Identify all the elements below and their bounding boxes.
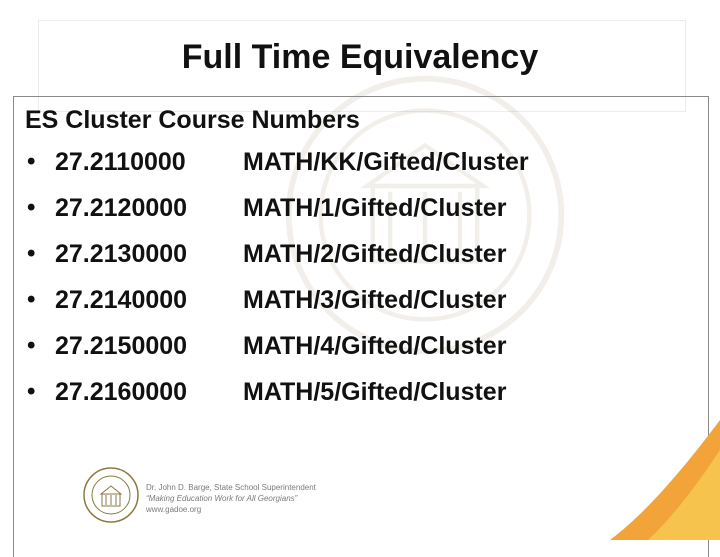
course-name: MATH/KK/Gifted/Cluster [243,148,529,176]
list-item [0,148,720,194]
bullet-icon: • [27,378,36,405]
course-number: 27.2140000 [55,286,188,314]
course-number: 27.2110000 [55,148,186,176]
course-number: 27.2160000 [55,378,188,406]
course-list [0,148,720,424]
department-seal-icon [82,465,140,525]
bullet-icon: • [27,286,36,313]
slogan: “Making Education Work for All Georgians” [146,494,298,503]
section-subheading: ES Cluster Course Numbers [25,106,360,134]
course-number: 27.2150000 [55,332,188,360]
list-item [0,240,720,286]
course-number: 27.2130000 [55,240,188,268]
list-item [0,378,720,424]
course-name: MATH/2/Gifted/Cluster [243,240,507,268]
slide-title: Full Time Equivalency [181,38,539,76]
bullet-icon: • [27,194,36,221]
course-number: 27.2120000 [55,194,188,222]
corner-swoosh-decoration [610,420,720,540]
list-item [0,286,720,332]
footer-text [146,482,316,515]
course-name: MATH/3/Gifted/Cluster [243,286,507,314]
list-item [0,194,720,240]
superintendent-name: Dr. John D. Barge, State School Superintendent [146,483,316,492]
course-name: MATH/5/Gifted/Cluster [243,378,507,406]
course-name: MATH/4/Gifted/Cluster [243,332,507,360]
bullet-icon: • [27,240,36,267]
bullet-icon: • [27,148,36,175]
list-item [0,332,720,378]
website-link[interactable]: www.gadoe.org [146,505,202,514]
bullet-icon: • [27,332,36,359]
course-name: MATH/1/Gifted/Cluster [243,194,507,222]
